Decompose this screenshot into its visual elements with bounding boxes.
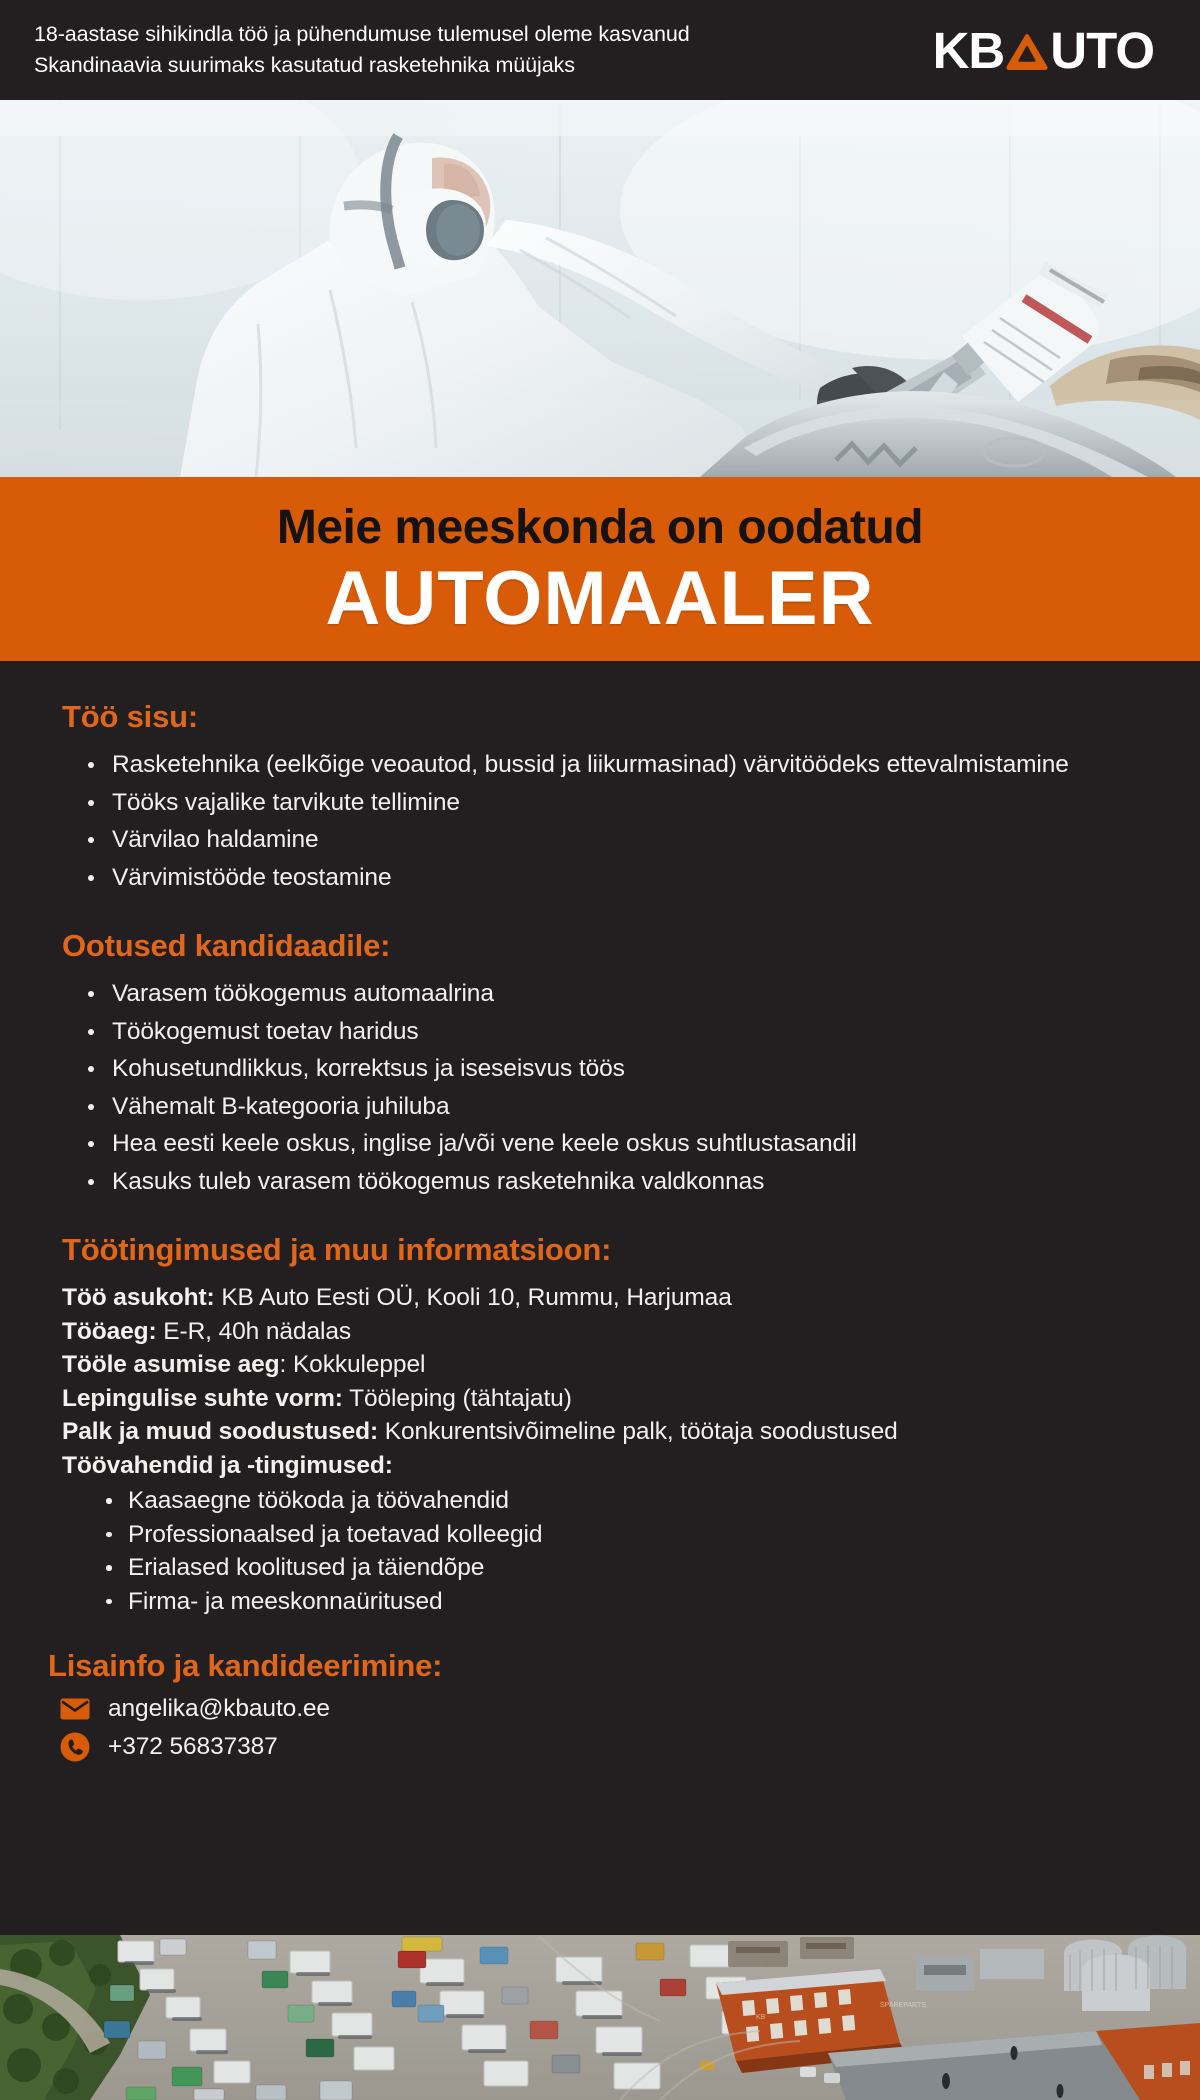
kbauto-logo	[933, 23, 1154, 77]
list-item: Töökogemust toetav haridus	[86, 1015, 1148, 1049]
hero-photo-paint-booth	[0, 100, 1200, 477]
condition-sublabel-tools: Töövahendid ja -tingimused:	[62, 1451, 393, 1479]
company-tagline	[34, 19, 690, 81]
list-item: Värvilao haldamine	[86, 823, 1148, 857]
svg-text:SPAREPARTS: SPAREPARTS	[880, 2002, 926, 2009]
list-item: Varasem töökogemus automaalrina	[86, 977, 1148, 1011]
section-heading-conditions: Töötingimused ja muu informatsioon:	[62, 1232, 612, 1267]
tools-conditions-list	[62, 1484, 1148, 1618]
condition-label: Tööle asumise aeg	[62, 1351, 280, 1378]
list-item: Kaasaegne töökoda ja töövahendid	[104, 1484, 1148, 1518]
condition-value: KB Auto Eesti OÜ, Kooli 10, Rummu, Harjumaa	[214, 1284, 732, 1311]
section-heading-expectations: Ootused kandidaadile:	[62, 928, 391, 963]
list-item: Professionaalsed ja toetavad kolleegid	[104, 1518, 1148, 1552]
list-item: Tööks vajalike tarvikute tellimine	[86, 786, 1148, 820]
condition-label: Tööaeg:	[62, 1317, 157, 1345]
contact-row-phone[interactable]	[60, 1732, 1148, 1762]
envelope-icon	[60, 1698, 102, 1720]
list-item: Firma- ja meeskonnaüritused	[104, 1585, 1148, 1619]
phone-icon	[60, 1732, 102, 1762]
banner-subtitle: Meie meeskonda on oodatud	[276, 500, 924, 554]
list-item: Vähemalt B-kategooria juhiluba	[86, 1090, 1148, 1124]
section-heading-contact: Lisainfo ja kandideerimine:	[48, 1648, 443, 1683]
contact-email[interactable]: angelika@kbauto.ee	[108, 1695, 330, 1722]
headline-banner	[0, 477, 1200, 661]
job-title: AUTOMAALER	[325, 556, 875, 642]
list-item: Värvimistööde teostamine	[86, 861, 1148, 895]
condition-row-start	[62, 1348, 1148, 1382]
list-item: Erialased koolitused ja täiendõpe	[104, 1551, 1148, 1585]
condition-row-contract	[62, 1382, 1148, 1416]
condition-label: Palk ja muud soodustused:	[62, 1418, 379, 1445]
list-item: Kasuks tuleb varasem töökogemus rasketehnika valdkonnas	[86, 1165, 1148, 1199]
list-item: Kohusetundlikkus, korrektsus ja iseseisvus töös	[86, 1052, 1148, 1086]
expectations-list	[62, 977, 1148, 1198]
job-content-list	[62, 748, 1148, 894]
condition-row-hours	[62, 1315, 1148, 1349]
contact-row-email[interactable]	[60, 1694, 1148, 1724]
condition-row-location	[62, 1281, 1148, 1315]
condition-row-salary	[62, 1415, 1148, 1449]
section-heading-job-content: Töö sisu:	[62, 699, 198, 734]
condition-value: Konkurentsivõimeline palk, töötaja soodustused	[378, 1418, 898, 1445]
list-item: Hea eesti keele oskus, inglise ja/või vene keele oskus suhtlustasandil	[86, 1127, 1148, 1161]
list-item: Rasketehnika (eelkõige veoautod, bussid ja liikurmasinad) värvitöödeks ettevalmistamine	[86, 748, 1148, 782]
triangle-a-icon	[1005, 32, 1049, 72]
svg-text:KB: KB	[756, 2014, 766, 2021]
condition-label: Töö asukoht:	[62, 1284, 215, 1311]
footer-photo-aerial-yard	[0, 1935, 1200, 2100]
contact-phone[interactable]: +372 56837387	[108, 1733, 278, 1760]
condition-label: Lepingulise suhte vorm:	[62, 1384, 343, 1412]
tagline-line-1: 18-aastase sihikindla töö ja pühendumuse tulemusel oleme kasvanud	[34, 22, 690, 46]
condition-value: Tööleping (tähtajatu)	[342, 1384, 572, 1412]
logo-text-uto: UTO	[1050, 21, 1154, 79]
tagline-line-2: Skandinaavia suurimaks kasutatud rasketehnika müüjaks	[34, 53, 575, 77]
condition-value: : Kokkuleppel	[279, 1351, 426, 1378]
logo-text-kb: KB	[932, 21, 1005, 79]
header-bar	[0, 0, 1200, 100]
condition-value: E-R, 40h nädalas	[156, 1317, 351, 1345]
content-area	[0, 661, 1200, 1935]
